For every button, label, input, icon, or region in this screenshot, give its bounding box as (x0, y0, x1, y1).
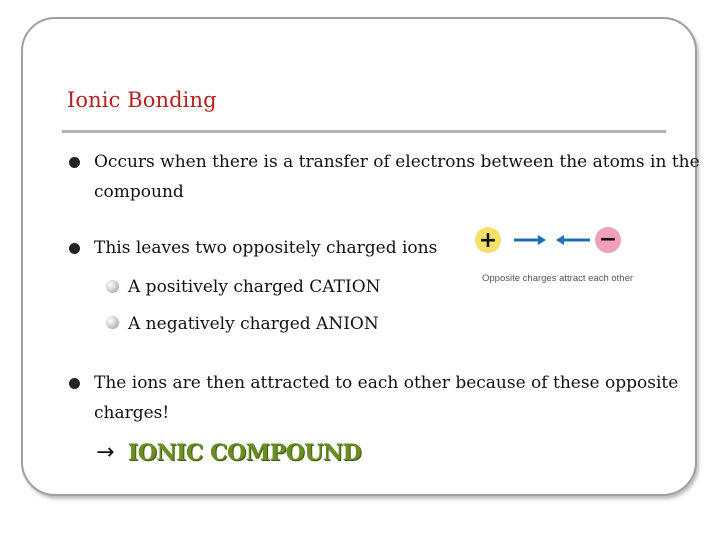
title-divider (62, 130, 666, 133)
bullet-dot (69, 157, 80, 168)
sub-bullet-dot (106, 316, 119, 329)
sub-item-cation: A positively charged CATION (128, 277, 381, 297)
arrow-left-icon (556, 235, 564, 245)
diagram-caption: Opposite charges attract each other (482, 273, 634, 284)
right-arrow-icon: → (96, 440, 115, 465)
bullet-1-line-2: compound (94, 182, 184, 202)
bullet-dot (69, 378, 80, 389)
slide-title: Ionic Bonding (67, 88, 217, 112)
plus-icon: + (478, 228, 498, 253)
sub-item-anion: A negatively charged ANION (128, 314, 379, 334)
bullet-3-line-1: The ions are then attracted to each other because of these opposite (94, 373, 679, 393)
bullet-1-line-1: Occurs when there is a transfer of electrons between the atoms in the (94, 152, 700, 172)
bullet-2-line-1: This leaves two oppositely charged ions (94, 238, 438, 258)
ionic-compound-label: IONIC COMPOUND (128, 440, 362, 466)
arrow-right-icon (538, 235, 546, 245)
sub-bullet-dot (106, 280, 119, 293)
bullet-dot (69, 243, 80, 254)
minus-icon: − (598, 227, 618, 252)
bullet-3-line-2: charges! (94, 403, 170, 423)
